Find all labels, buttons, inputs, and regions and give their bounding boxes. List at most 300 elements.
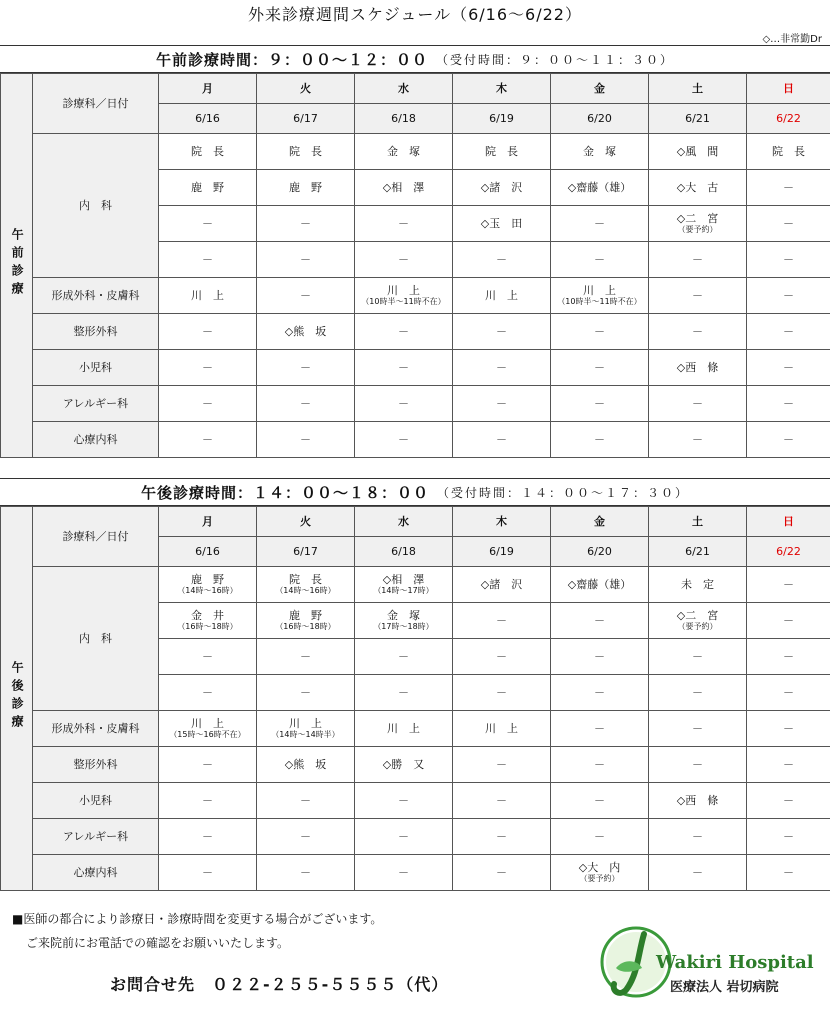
doctor-name: 鹿 野 bbox=[289, 180, 322, 194]
schedule-table bbox=[0, 73, 830, 458]
schedule-cell bbox=[159, 206, 257, 242]
doctor-name: － bbox=[692, 829, 703, 843]
schedule-cell bbox=[257, 639, 355, 675]
doctor-name: － bbox=[783, 793, 794, 807]
doctor-name: － bbox=[398, 793, 409, 807]
doctor-name: － bbox=[783, 685, 794, 699]
legend-note: ◇…非常勤Dr bbox=[762, 34, 822, 45]
cell-note: （15時～16時不在） bbox=[169, 730, 246, 740]
schedule-cell bbox=[747, 783, 830, 819]
schedule-cell bbox=[257, 783, 355, 819]
doctor-name: － bbox=[398, 396, 409, 410]
doctor-name: － bbox=[202, 829, 213, 843]
dept-row bbox=[1, 711, 830, 747]
schedule-cell bbox=[551, 819, 649, 855]
doctor-name: － bbox=[692, 252, 703, 266]
day-header: 水 bbox=[355, 507, 453, 537]
doctor-name: ◇風 間 bbox=[676, 144, 719, 158]
schedule-cell bbox=[355, 170, 453, 206]
doctor-name: 川 上 bbox=[485, 288, 518, 302]
doctor-name: 院 長 bbox=[772, 144, 805, 158]
doctor-name: ◇諸 沢 bbox=[480, 180, 523, 194]
doctor-name: － bbox=[496, 252, 507, 266]
doctor-name: － bbox=[594, 432, 605, 446]
doctor-name: ◇熊 坂 bbox=[284, 757, 327, 771]
cell-note: （17時～18時） bbox=[373, 622, 434, 632]
doctor-name: － bbox=[594, 829, 605, 843]
schedule-cell bbox=[551, 170, 649, 206]
doctor-name: － bbox=[692, 649, 703, 663]
dept-row bbox=[1, 422, 830, 458]
doctor-name: － bbox=[783, 396, 794, 410]
doctor-name: 川 上 bbox=[485, 721, 518, 735]
doctor-name: ◇西 條 bbox=[676, 360, 719, 374]
schedule-cell bbox=[453, 350, 551, 386]
doctor-name: 院 長 bbox=[289, 572, 322, 586]
doctor-name: － bbox=[398, 252, 409, 266]
doctor-name: ◇諸 沢 bbox=[480, 577, 523, 591]
schedule-cell bbox=[453, 603, 551, 639]
cell-note: （14時～16時） bbox=[275, 586, 336, 596]
schedule-cell bbox=[159, 639, 257, 675]
dept-row bbox=[1, 278, 830, 314]
session-side-label bbox=[1, 507, 33, 891]
schedule-cell bbox=[747, 206, 830, 242]
session-side-text: 午後診療 bbox=[10, 660, 25, 733]
page-title: 外来診療週間スケジュール（6/16～6/22） bbox=[248, 5, 582, 24]
doctor-name: － bbox=[496, 685, 507, 699]
doctor-name: － bbox=[783, 288, 794, 302]
schedule-cell bbox=[747, 386, 830, 422]
doctor-name: 金 井 bbox=[191, 608, 224, 622]
schedule-cell bbox=[355, 855, 453, 891]
doctor-name: － bbox=[783, 324, 794, 338]
doctor-name: － bbox=[202, 360, 213, 374]
schedule-cell bbox=[649, 206, 747, 242]
doctor-name: － bbox=[783, 432, 794, 446]
doctor-name: 川 上 bbox=[387, 721, 420, 735]
schedule-cell bbox=[551, 675, 649, 711]
doctor-name: － bbox=[496, 396, 507, 410]
schedule-cell bbox=[159, 170, 257, 206]
doctor-name: － bbox=[202, 649, 213, 663]
schedule-cell bbox=[551, 314, 649, 350]
date-header: 6/16 bbox=[159, 537, 257, 567]
day-header: 金 bbox=[551, 507, 649, 537]
schedule-cell bbox=[551, 350, 649, 386]
doctor-name: ◇齋藤（雄） bbox=[567, 180, 632, 194]
doctor-name: － bbox=[783, 613, 794, 627]
schedule-cell bbox=[257, 747, 355, 783]
schedule-cell bbox=[649, 783, 747, 819]
doctor-name: － bbox=[594, 396, 605, 410]
session-header bbox=[0, 478, 830, 506]
doctor-name: 川 上 bbox=[583, 283, 616, 297]
doctor-name: － bbox=[783, 252, 794, 266]
doctor-name: － bbox=[300, 793, 311, 807]
schedule-cell bbox=[551, 278, 649, 314]
doctor-name: － bbox=[594, 793, 605, 807]
cell-note: （14時～16時） bbox=[177, 586, 238, 596]
schedule-cell bbox=[355, 567, 453, 603]
dept-label: アレルギー科 bbox=[33, 386, 159, 422]
doctor-name: － bbox=[783, 180, 794, 194]
schedule-cell bbox=[453, 278, 551, 314]
schedule-cell bbox=[649, 855, 747, 891]
schedule-cell bbox=[257, 675, 355, 711]
schedule-cell bbox=[159, 855, 257, 891]
schedule-cell bbox=[453, 567, 551, 603]
session-hours: 午後診療時間：１４：００～１８：００ bbox=[140, 483, 429, 502]
day-row bbox=[1, 74, 830, 104]
schedule-cell bbox=[453, 386, 551, 422]
date-header: 6/20 bbox=[551, 537, 649, 567]
schedule-cell bbox=[747, 711, 830, 747]
schedule-cell bbox=[747, 855, 830, 891]
schedule-cell bbox=[453, 783, 551, 819]
doctor-name: － bbox=[496, 829, 507, 843]
doctor-name: － bbox=[496, 360, 507, 374]
dept-label: 形成外科・皮膚科 bbox=[33, 278, 159, 314]
cell-note: （16時～18時） bbox=[177, 622, 238, 632]
doctor-name: ◇齋藤（雄） bbox=[567, 577, 632, 591]
schedule-cell bbox=[355, 278, 453, 314]
schedule-cell bbox=[355, 819, 453, 855]
schedule-cell bbox=[257, 134, 355, 170]
doctor-name: ◇大 古 bbox=[676, 180, 719, 194]
date-header: 6/22 bbox=[747, 104, 830, 134]
dept-row bbox=[1, 314, 830, 350]
cell-note: （16時～18時） bbox=[275, 622, 336, 632]
dept-date-header: 診療科／日付 bbox=[33, 74, 159, 134]
dept-label: 心療内科 bbox=[33, 855, 159, 891]
schedule-cell bbox=[159, 783, 257, 819]
session-header bbox=[0, 45, 830, 73]
schedule-cell bbox=[257, 711, 355, 747]
schedule-cell bbox=[355, 134, 453, 170]
schedule-cell bbox=[355, 350, 453, 386]
schedule-cell bbox=[355, 783, 453, 819]
doctor-name: 院 長 bbox=[485, 144, 518, 158]
schedule-cell bbox=[355, 422, 453, 458]
schedule-cell bbox=[453, 675, 551, 711]
schedule-cell bbox=[551, 422, 649, 458]
day-header: 金 bbox=[551, 74, 649, 104]
schedule-cell bbox=[159, 567, 257, 603]
doctor-name: － bbox=[496, 432, 507, 446]
schedule-cell bbox=[159, 278, 257, 314]
doctor-name: － bbox=[202, 793, 213, 807]
doctor-name: － bbox=[594, 613, 605, 627]
doctor-name: － bbox=[202, 216, 213, 230]
schedule-cell bbox=[453, 206, 551, 242]
doctor-name: ◇勝 又 bbox=[382, 757, 425, 771]
day-header: 月 bbox=[159, 74, 257, 104]
doctor-name: － bbox=[300, 216, 311, 230]
doctor-name: ◇二 宮 bbox=[676, 608, 719, 622]
dept-date-header: 診療科／日付 bbox=[33, 507, 159, 567]
dept-label: 小児科 bbox=[33, 783, 159, 819]
schedule-cell bbox=[453, 314, 551, 350]
reception-hours: （受付時間：１４：００～１７：３０） bbox=[437, 485, 690, 500]
session-side-label bbox=[1, 74, 33, 458]
doctor-name: － bbox=[300, 252, 311, 266]
date-header: 6/18 bbox=[355, 104, 453, 134]
date-header: 6/21 bbox=[649, 537, 747, 567]
morning-schedule bbox=[0, 45, 830, 458]
doctor-name: ◇西 條 bbox=[676, 793, 719, 807]
doctor-name: － bbox=[202, 757, 213, 771]
footer bbox=[0, 900, 830, 1024]
schedule-cell bbox=[355, 386, 453, 422]
doctor-name: － bbox=[300, 685, 311, 699]
schedule-cell bbox=[257, 819, 355, 855]
doctor-name: 金 塚 bbox=[583, 144, 616, 158]
date-header: 6/17 bbox=[257, 537, 355, 567]
doctor-name: 未 定 bbox=[681, 577, 714, 591]
cell-note: （14時～17時） bbox=[373, 586, 434, 596]
reception-hours: （受付時間：９：００～１１：３０） bbox=[436, 52, 675, 67]
schedule-cell bbox=[649, 134, 747, 170]
doctor-name: － bbox=[300, 360, 311, 374]
schedule-cell bbox=[551, 242, 649, 278]
doctor-name: － bbox=[398, 324, 409, 338]
doctor-name: － bbox=[496, 324, 507, 338]
doctor-name: 川 上 bbox=[289, 716, 322, 730]
dept-row bbox=[1, 386, 830, 422]
schedule-cell bbox=[453, 170, 551, 206]
doctor-name: 金 塚 bbox=[387, 608, 420, 622]
schedule-cell bbox=[551, 386, 649, 422]
schedule-cell bbox=[649, 386, 747, 422]
schedule-cell bbox=[159, 134, 257, 170]
schedule-cell bbox=[453, 639, 551, 675]
date-header: 6/16 bbox=[159, 104, 257, 134]
logo-japanese-name: 医療法人 岩切病院 bbox=[670, 980, 779, 995]
doctor-name: － bbox=[692, 685, 703, 699]
cell-note: （要予約） bbox=[677, 622, 718, 632]
doctor-name: － bbox=[496, 649, 507, 663]
notice-line-2: ご来院前にお電話での確認をお願いいたします。 bbox=[26, 936, 290, 950]
schedule-cell bbox=[649, 747, 747, 783]
doctor-name: 院 長 bbox=[191, 144, 224, 158]
cell-note: （14時～14時半） bbox=[271, 730, 340, 740]
schedule-cell bbox=[551, 783, 649, 819]
schedule-cell bbox=[747, 350, 830, 386]
doctor-name: － bbox=[496, 757, 507, 771]
schedule-cell bbox=[649, 350, 747, 386]
notice-line-1: ■医師の都合により診療日・診療時間を変更する場合がございます。 bbox=[12, 912, 383, 926]
doctor-name: － bbox=[202, 865, 213, 879]
schedule-cell bbox=[159, 314, 257, 350]
day-header: 日 bbox=[747, 507, 830, 537]
day-row bbox=[1, 507, 830, 537]
schedule-cell bbox=[551, 567, 649, 603]
schedule-cell bbox=[649, 422, 747, 458]
schedule-cell bbox=[159, 675, 257, 711]
schedule-cell bbox=[159, 422, 257, 458]
doctor-name: － bbox=[783, 649, 794, 663]
dept-label: 内 科 bbox=[33, 567, 159, 711]
doctor-name: 川 上 bbox=[191, 288, 224, 302]
doctor-name: － bbox=[398, 829, 409, 843]
schedule-cell bbox=[747, 639, 830, 675]
contact-phone: お問合せ先 ０２２-２５５-５５５５（代） bbox=[110, 975, 449, 994]
doctor-name: － bbox=[202, 396, 213, 410]
schedule-cell bbox=[453, 711, 551, 747]
schedule-cell bbox=[747, 134, 830, 170]
date-header: 6/18 bbox=[355, 537, 453, 567]
date-header: 6/22 bbox=[747, 537, 830, 567]
dept-label: 小児科 bbox=[33, 350, 159, 386]
schedule-cell bbox=[747, 170, 830, 206]
schedule-cell bbox=[355, 639, 453, 675]
schedule-cell bbox=[649, 242, 747, 278]
schedule-cell bbox=[257, 350, 355, 386]
date-header: 6/21 bbox=[649, 104, 747, 134]
cell-note: （10時半～11時不在） bbox=[361, 297, 446, 307]
doctor-name: － bbox=[300, 432, 311, 446]
schedule-cell bbox=[649, 567, 747, 603]
dept-label: 形成外科・皮膚科 bbox=[33, 711, 159, 747]
schedule-cell bbox=[453, 747, 551, 783]
day-header: 土 bbox=[649, 74, 747, 104]
day-header: 木 bbox=[453, 74, 551, 104]
doctor-name: － bbox=[300, 865, 311, 879]
session-hours: 午前診療時間：９：００～１２：００ bbox=[155, 50, 428, 69]
dept-row bbox=[1, 350, 830, 386]
schedule-cell bbox=[747, 278, 830, 314]
doctor-name: － bbox=[594, 649, 605, 663]
doctor-name: 川 上 bbox=[387, 283, 420, 297]
dept-row bbox=[1, 855, 830, 891]
schedule-cell bbox=[649, 278, 747, 314]
schedule-cell bbox=[453, 819, 551, 855]
doctor-name: － bbox=[202, 685, 213, 699]
schedule-cell bbox=[355, 747, 453, 783]
doctor-name: ◇熊 坂 bbox=[284, 324, 327, 338]
doctor-name: － bbox=[594, 324, 605, 338]
schedule-cell bbox=[257, 386, 355, 422]
dept-label: 心療内科 bbox=[33, 422, 159, 458]
day-header: 月 bbox=[159, 507, 257, 537]
schedule-cell bbox=[747, 675, 830, 711]
doctor-name: － bbox=[783, 216, 794, 230]
doctor-name: ◇二 宮 bbox=[676, 211, 719, 225]
schedule-cell bbox=[257, 422, 355, 458]
doctor-name: ◇相 澤 bbox=[382, 572, 425, 586]
schedule-cell bbox=[453, 134, 551, 170]
doctor-name: － bbox=[692, 396, 703, 410]
day-header: 土 bbox=[649, 507, 747, 537]
doctor-name: 鹿 野 bbox=[191, 180, 224, 194]
date-header: 6/20 bbox=[551, 104, 649, 134]
schedule-cell bbox=[747, 747, 830, 783]
doctor-name: － bbox=[692, 757, 703, 771]
doctor-name: － bbox=[594, 685, 605, 699]
schedule-cell bbox=[159, 819, 257, 855]
schedule-cell bbox=[649, 170, 747, 206]
doctor-name: － bbox=[783, 577, 794, 591]
schedule-cell bbox=[257, 170, 355, 206]
schedule-cell bbox=[355, 603, 453, 639]
doctor-name: － bbox=[594, 721, 605, 735]
doctor-name: － bbox=[398, 685, 409, 699]
schedule-cell bbox=[159, 711, 257, 747]
doctor-name: － bbox=[692, 432, 703, 446]
doctor-name: ◇大 内 bbox=[578, 860, 621, 874]
doctor-name: － bbox=[300, 288, 311, 302]
schedule-cell bbox=[649, 711, 747, 747]
schedule-cell bbox=[355, 675, 453, 711]
schedule-table bbox=[0, 506, 830, 891]
doctor-name: － bbox=[783, 865, 794, 879]
doctor-name: － bbox=[594, 757, 605, 771]
schedule-cell bbox=[747, 567, 830, 603]
schedule-cell bbox=[551, 855, 649, 891]
dept-label: 整形外科 bbox=[33, 747, 159, 783]
doctor-name: － bbox=[783, 360, 794, 374]
schedule-cell bbox=[159, 386, 257, 422]
doctor-name: － bbox=[594, 252, 605, 266]
schedule-cell bbox=[159, 603, 257, 639]
date-header: 6/19 bbox=[453, 537, 551, 567]
naika-row bbox=[1, 134, 830, 170]
doctor-name: 院 長 bbox=[289, 144, 322, 158]
doctor-name: － bbox=[202, 432, 213, 446]
dept-label: 整形外科 bbox=[33, 314, 159, 350]
date-header: 6/17 bbox=[257, 104, 355, 134]
schedule-cell bbox=[159, 747, 257, 783]
doctor-name: － bbox=[398, 649, 409, 663]
schedule-cell bbox=[355, 206, 453, 242]
schedule-cell bbox=[453, 855, 551, 891]
cell-note: （10時半～11時不在） bbox=[557, 297, 642, 307]
doctor-name: － bbox=[202, 324, 213, 338]
schedule-cell bbox=[747, 603, 830, 639]
schedule-cell bbox=[747, 819, 830, 855]
schedule-cell bbox=[649, 639, 747, 675]
doctor-name: 金 塚 bbox=[387, 144, 420, 158]
schedule-cell bbox=[257, 567, 355, 603]
afternoon-schedule bbox=[0, 478, 830, 891]
schedule-cell bbox=[453, 242, 551, 278]
doctor-name: － bbox=[594, 216, 605, 230]
doctor-name: ◇玉 田 bbox=[480, 216, 523, 230]
hospital-logo bbox=[598, 924, 818, 1004]
doctor-name: － bbox=[692, 288, 703, 302]
schedule-cell bbox=[159, 350, 257, 386]
schedule-cell bbox=[453, 422, 551, 458]
day-header: 木 bbox=[453, 507, 551, 537]
doctor-name: － bbox=[496, 865, 507, 879]
cell-note: （要予約） bbox=[579, 874, 620, 884]
schedule-cell bbox=[551, 639, 649, 675]
doctor-name: 鹿 野 bbox=[191, 572, 224, 586]
doctor-name: － bbox=[398, 865, 409, 879]
doctor-name: － bbox=[594, 360, 605, 374]
doctor-name: 鹿 野 bbox=[289, 608, 322, 622]
schedule-cell bbox=[551, 747, 649, 783]
schedule-cell bbox=[649, 314, 747, 350]
schedule-cell bbox=[257, 206, 355, 242]
dept-label: アレルギー科 bbox=[33, 819, 159, 855]
schedule-cell bbox=[355, 242, 453, 278]
schedule-cell bbox=[551, 206, 649, 242]
doctor-name: － bbox=[692, 865, 703, 879]
dept-row bbox=[1, 747, 830, 783]
doctor-name: － bbox=[692, 721, 703, 735]
